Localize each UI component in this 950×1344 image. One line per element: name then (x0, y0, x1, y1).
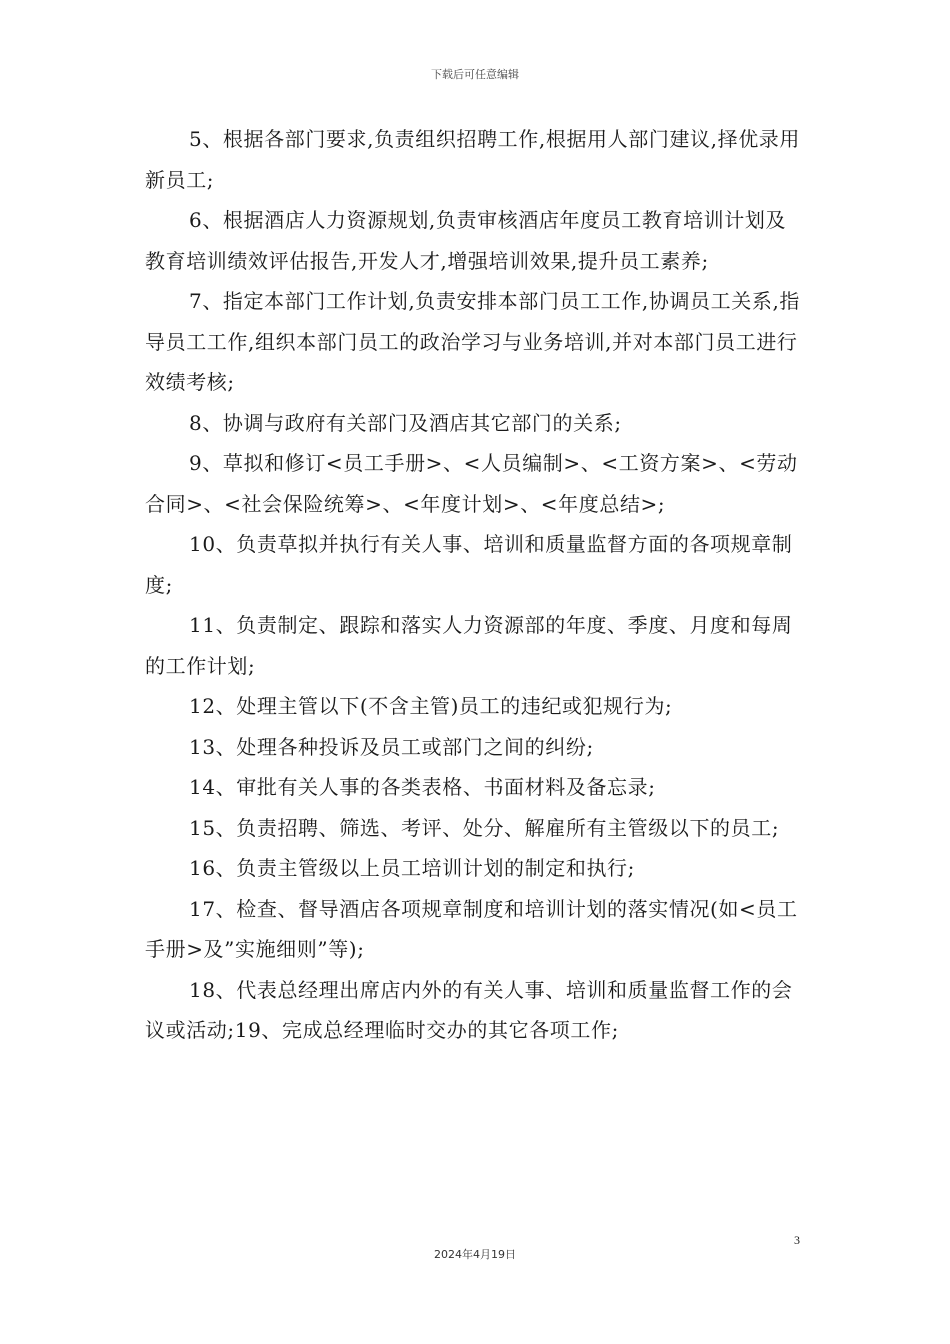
paragraph-item-11: 11、负责制定、跟踪和落实人力资源部的年度、季度、月度和每周的工作计划; (145, 613, 793, 678)
page-header: 下载后可任意编辑 (431, 68, 519, 81)
paragraph-item-14: 14、审批有关人事的各类表格、书面材料及备忘录; (189, 775, 656, 799)
paragraph-item-12: 12、处理主管以下(不含主管)员工的违纪或犯规行为; (189, 694, 673, 718)
paragraph-item-13: 13、处理各种投诉及员工或部门之间的纠纷; (189, 734, 594, 759)
paragraph-item-17: 17、检查、督导酒店各项规章制度和培训计划的落实情况(如<员工手册>及”实施细则”等); (145, 896, 798, 961)
paragraph-item-15: 15、负责招聘、筛选、考评、处分、解雇所有主管级以下的员工; (189, 815, 780, 840)
paragraph-item-10: 10、负责草拟并执行有关人事、培训和质量监督方面的各项规章制度; (145, 532, 793, 597)
paragraph-item-5: 5、根据各部门要求,负责组织招聘工作,根据用人部门建议,择优录用新员工; (145, 127, 800, 192)
paragraph-item-18: 18、代表总经理出席店内外的有关人事、培训和质量监督工作的会议或活动;19、完成总经理临时交办的其它各项工作; (145, 977, 793, 1042)
paragraph-item-9: 9、草拟和修订<员工手册>、<人员编制>、<工资方案>、<劳动合同>、<社会保险统筹>、<年度计划>、<年度总结>; (145, 451, 798, 516)
paragraph-item-8: 8、协调与政府有关部门及酒店其它部门的关系; (189, 410, 622, 435)
paragraph-item-7: 7、指定本部门工作计划,负责安排本部门员工工作,协调员工关系,指导员工工作,组织本部门员工的政治学习与业务培训,并对本部门员工进行效绩考核; (145, 289, 800, 394)
paragraph-item-6: 6、根据酒店人力资源规划,负责审核酒店年度员工教育培训计划及教育培训绩效评估报告,开发人才,增强培训效果,提升员工素养; (145, 208, 787, 273)
paragraph-item-16: 16、负责主管级以上员工培训计划的制定和执行; (189, 856, 635, 880)
document-body (145, 119, 805, 1051)
page-number: 3 (794, 1233, 800, 1247)
page-footer-date: 2024年4月19日 (434, 1248, 516, 1261)
